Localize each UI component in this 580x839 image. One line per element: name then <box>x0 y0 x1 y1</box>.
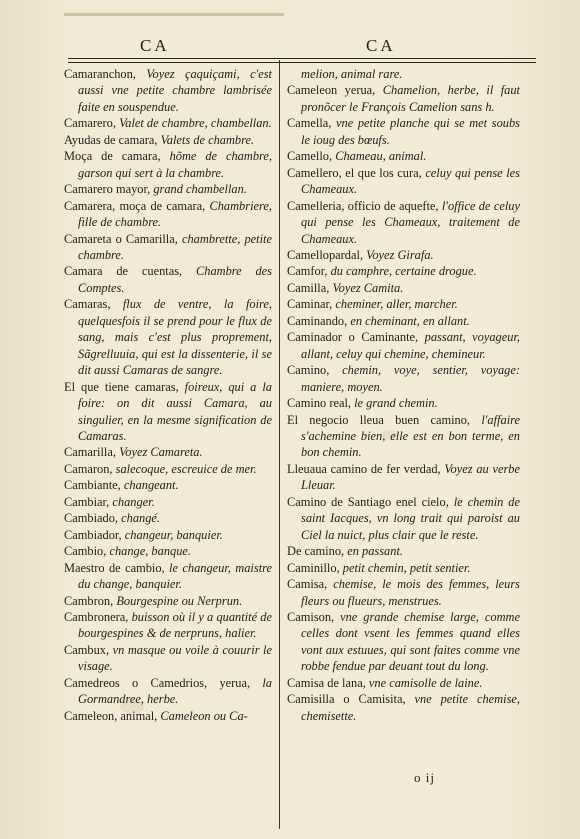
entry-gloss: change, banque. <box>109 544 192 559</box>
dictionary-entry <box>64 560 272 593</box>
left-column <box>64 66 272 724</box>
entry-headword: Camisa de lana, <box>287 675 366 690</box>
dictionary-entry <box>64 527 272 543</box>
entry-gloss: vne petite planche qui se met soubs le ioug des bœufs. <box>301 116 520 147</box>
entry-gloss: la Gormandree, herbe. <box>78 675 272 707</box>
entry-gloss: Voyez çaquiçami, c'est aussi vne petite chambre lambrisée faite en souspendue. <box>78 67 272 114</box>
dictionary-entry <box>64 543 272 559</box>
entry-gloss: Valet de chambre, chambellan. <box>119 116 272 131</box>
entry-gloss: vne camisolle de laine. <box>368 675 483 690</box>
dictionary-entry <box>64 132 272 148</box>
entry-headword: Camarera, moça de camara, <box>64 198 206 213</box>
entry-gloss: le changeur, maistre du change, banquier. <box>78 560 272 592</box>
entry-gloss: Cameleon ou Ca- <box>160 708 248 723</box>
dictionary-entry <box>64 198 272 231</box>
entry-headword: El que tiene camaras, <box>64 379 179 394</box>
entry-headword: Camara de cuentas, <box>64 264 183 279</box>
entry-headword: Camino real, <box>287 396 351 411</box>
dictionary-entry <box>287 560 520 576</box>
entry-gloss: chemise, le mois des femmes, leurs fleurs ou flueurs, menstrues. <box>301 577 520 608</box>
entry-gloss: en passant. <box>347 544 403 559</box>
entry-headword: Camaranchon, <box>64 67 136 81</box>
entry-headword: Camareta o Camarilla, <box>64 231 178 246</box>
entry-gloss: vne petite chemise, chemisette. <box>301 692 520 723</box>
dictionary-entry <box>287 66 520 82</box>
column-divider <box>279 60 280 829</box>
entry-gloss: melion, animal rare. <box>301 67 403 81</box>
dictionary-entry <box>64 708 272 724</box>
entry-headword: Moça de camara, <box>64 149 161 164</box>
entry-gloss: chambrette, petite chambre. <box>78 231 273 262</box>
entry-headword: Maestro de cambio, <box>64 560 165 575</box>
entry-headword: Camarilla, <box>64 445 116 460</box>
entry-gloss: l'office de celuy qui pense les Chameaux, traitement de Chameaux. <box>301 198 520 246</box>
dictionary-entry <box>64 510 272 526</box>
header-rule-thin <box>68 62 536 63</box>
entry-gloss: changeur, banquier. <box>124 527 223 542</box>
entry-headword: Cambronera, <box>64 609 129 624</box>
entry-gloss: celuy qui pense les Chameaux. <box>301 165 520 197</box>
dictionary-entry <box>64 477 272 493</box>
entry-gloss: Voyez Camita. <box>332 280 404 295</box>
entry-gloss: changé. <box>121 511 161 526</box>
entry-headword: Cameleon, animal, <box>64 708 158 723</box>
entry-headword: Camarero, <box>64 116 116 131</box>
entry-gloss: passant, voyageur, allant, celuy qui chemine, chemineur. <box>301 330 520 361</box>
entry-headword: Cambiar, <box>64 494 110 509</box>
entry-gloss: l'affaire s'achemine bien, elle est en bon terme, en bon chemin. <box>301 412 521 460</box>
entry-gloss: hõme de chambre, garson qui sert à la chambre. <box>78 149 272 180</box>
entry-gloss: le chemin de saint Iacques, vn long trait qui paroist au Ciel la nuict, plus clair que le reste. <box>301 494 520 542</box>
dictionary-entry <box>287 362 520 395</box>
right-column <box>287 66 520 724</box>
entry-headword: Cameleon yerua, <box>287 83 376 98</box>
entry-gloss: changeant. <box>123 478 179 493</box>
dictionary-entry <box>64 444 272 460</box>
entry-gloss: Valets de chambre. <box>160 132 255 147</box>
dictionary-entry <box>287 82 520 115</box>
dictionary-entry <box>287 543 520 559</box>
entry-headword: Cambiador, <box>64 527 122 542</box>
entry-headword: Camaras, <box>64 297 111 312</box>
dictionary-entry <box>64 66 272 115</box>
entry-headword: Lleuaua camino de fer verdad, <box>287 461 441 476</box>
dictionary-entry <box>287 691 520 724</box>
dictionary-entry <box>287 198 520 247</box>
entry-headword: Cambiado, <box>64 511 119 526</box>
entry-gloss: chemin, voye, sentier, voyage: maniere, moyen. <box>301 363 520 394</box>
dictionary-entry <box>287 576 520 609</box>
entry-gloss: du camphre, certaine drogue. <box>330 264 477 279</box>
entry-headword: Cambux, <box>64 642 110 657</box>
entry-headword: Caminando, <box>287 313 348 328</box>
dictionary-entry <box>64 115 272 131</box>
entry-gloss: vne grande chemise large, comme celles dont vsent les femmes quand elles vont aux estuues, qui sont faites comme vne robbe fendue par deuant tout du long. <box>301 609 520 674</box>
entry-gloss: flux de ventre, la foire, quelquesfois il se prend pour le flux de sang, mais c'est plus proprement, Sãgrelluuia, qui est la dissenterie, il se dit aussi Camaras de sangre. <box>78 297 272 378</box>
dictionary-entry <box>64 494 272 510</box>
entry-headword: Camino de Santiago enel cielo, <box>287 494 449 509</box>
entry-headword: Caminador o Caminante, <box>287 330 419 345</box>
entry-gloss: Chameau, animal. <box>335 149 427 164</box>
entry-headword: Camelleria, officio de aquefte, <box>287 198 439 213</box>
entry-gloss: Chamelion, herbe, il faut pronõcer le François Camelion sans h. <box>301 83 520 114</box>
header-rule <box>68 58 536 59</box>
entry-headword: Cambiante, <box>64 478 121 493</box>
entry-headword: Camella, <box>287 116 332 131</box>
entry-gloss: en cheminant, en allant. <box>350 313 470 328</box>
dictionary-entry <box>64 148 272 181</box>
entry-headword: Camellopardal, <box>287 247 364 262</box>
entry-headword: Camarero mayor, <box>64 182 151 197</box>
dictionary-entry <box>64 181 272 197</box>
dictionary-entry <box>287 461 520 494</box>
entry-gloss: changer. <box>112 494 155 509</box>
entry-headword: El negocio lleua buen camino, <box>287 412 471 427</box>
entry-gloss: le grand chemin. <box>354 396 438 411</box>
dictionary-entry <box>287 280 520 296</box>
entry-headword: Camilla, <box>287 280 330 295</box>
entry-headword: Camino, <box>287 363 330 378</box>
entry-headword: Camison, <box>287 609 335 624</box>
entry-headword: Camellero, el que los cura, <box>287 165 422 180</box>
dictionary-entry <box>287 412 520 461</box>
dictionary-entry <box>287 609 520 675</box>
dictionary-entry <box>287 675 520 691</box>
entry-headword: Camedreos o Camedrios, yerua, <box>64 675 251 690</box>
dictionary-entry <box>64 231 272 264</box>
dictionary-entry <box>287 165 520 198</box>
dictionary-entry <box>287 395 520 411</box>
dictionary-entry <box>287 247 520 263</box>
entry-headword: Camello, <box>287 149 333 164</box>
dictionary-entry <box>287 115 520 148</box>
dictionary-entry <box>64 675 272 708</box>
entry-gloss: Bourgespine ou Nerprun. <box>116 593 243 608</box>
entry-gloss: salecoque, escreuice de mer. <box>115 461 257 476</box>
entry-gloss: grand chambellan. <box>153 182 247 197</box>
entry-headword: Cambio, <box>64 544 107 559</box>
entry-headword: Cambron, <box>64 593 114 608</box>
entry-gloss: Chambriere, fille de chambre. <box>78 198 272 230</box>
running-head-left: CA <box>140 36 170 55</box>
dictionary-entry <box>64 379 272 445</box>
entry-gloss: foireux, qui a la foire: on dit aussi Camara, au singulier, en la mesme signification de Camaras. <box>78 379 272 443</box>
dictionary-entry <box>64 642 272 675</box>
entry-headword: Caminar, <box>287 297 333 312</box>
entry-headword: Ayudas de camara, <box>64 132 158 147</box>
dictionary-entry <box>287 263 520 279</box>
entry-headword: De camino, <box>287 544 345 559</box>
dictionary-entry <box>287 296 520 312</box>
entry-gloss: Voyez Girafa. <box>366 247 434 262</box>
entry-headword: Camaron, <box>64 461 113 476</box>
running-head-right: CA <box>366 36 396 55</box>
dictionary-entry <box>287 313 520 329</box>
entry-gloss: Voyez au verbe Lleuar. <box>301 461 520 493</box>
dictionary-entry <box>287 494 520 543</box>
dictionary-entry <box>64 461 272 477</box>
entry-gloss: cheminer, aller, marcher. <box>335 297 458 312</box>
entry-gloss: Voyez Camareta. <box>119 445 203 460</box>
dictionary-entry <box>287 329 520 362</box>
entry-gloss: vn masque ou voile à couurir le visage. <box>78 642 272 674</box>
entry-headword: Camisa, <box>287 577 328 592</box>
signature-mark: o ij <box>414 770 435 785</box>
entry-headword: Camisilla o Camisita, <box>287 692 406 707</box>
dictionary-entry <box>287 148 520 164</box>
entry-headword: Caminillo, <box>287 560 340 575</box>
entry-gloss: petit chemin, petit sentier. <box>342 560 471 575</box>
page-top-edge <box>64 13 284 16</box>
dictionary-entry <box>64 593 272 609</box>
entry-gloss: buisson où il y a quantité de bourgespines & de nerpruns, halier. <box>78 609 272 641</box>
entry-gloss: Chambre des Comptes. <box>78 264 272 295</box>
dictionary-entry <box>64 609 272 642</box>
entry-headword: Camfor, <box>287 264 328 279</box>
dictionary-entry <box>64 296 272 378</box>
dictionary-entry <box>64 263 272 296</box>
